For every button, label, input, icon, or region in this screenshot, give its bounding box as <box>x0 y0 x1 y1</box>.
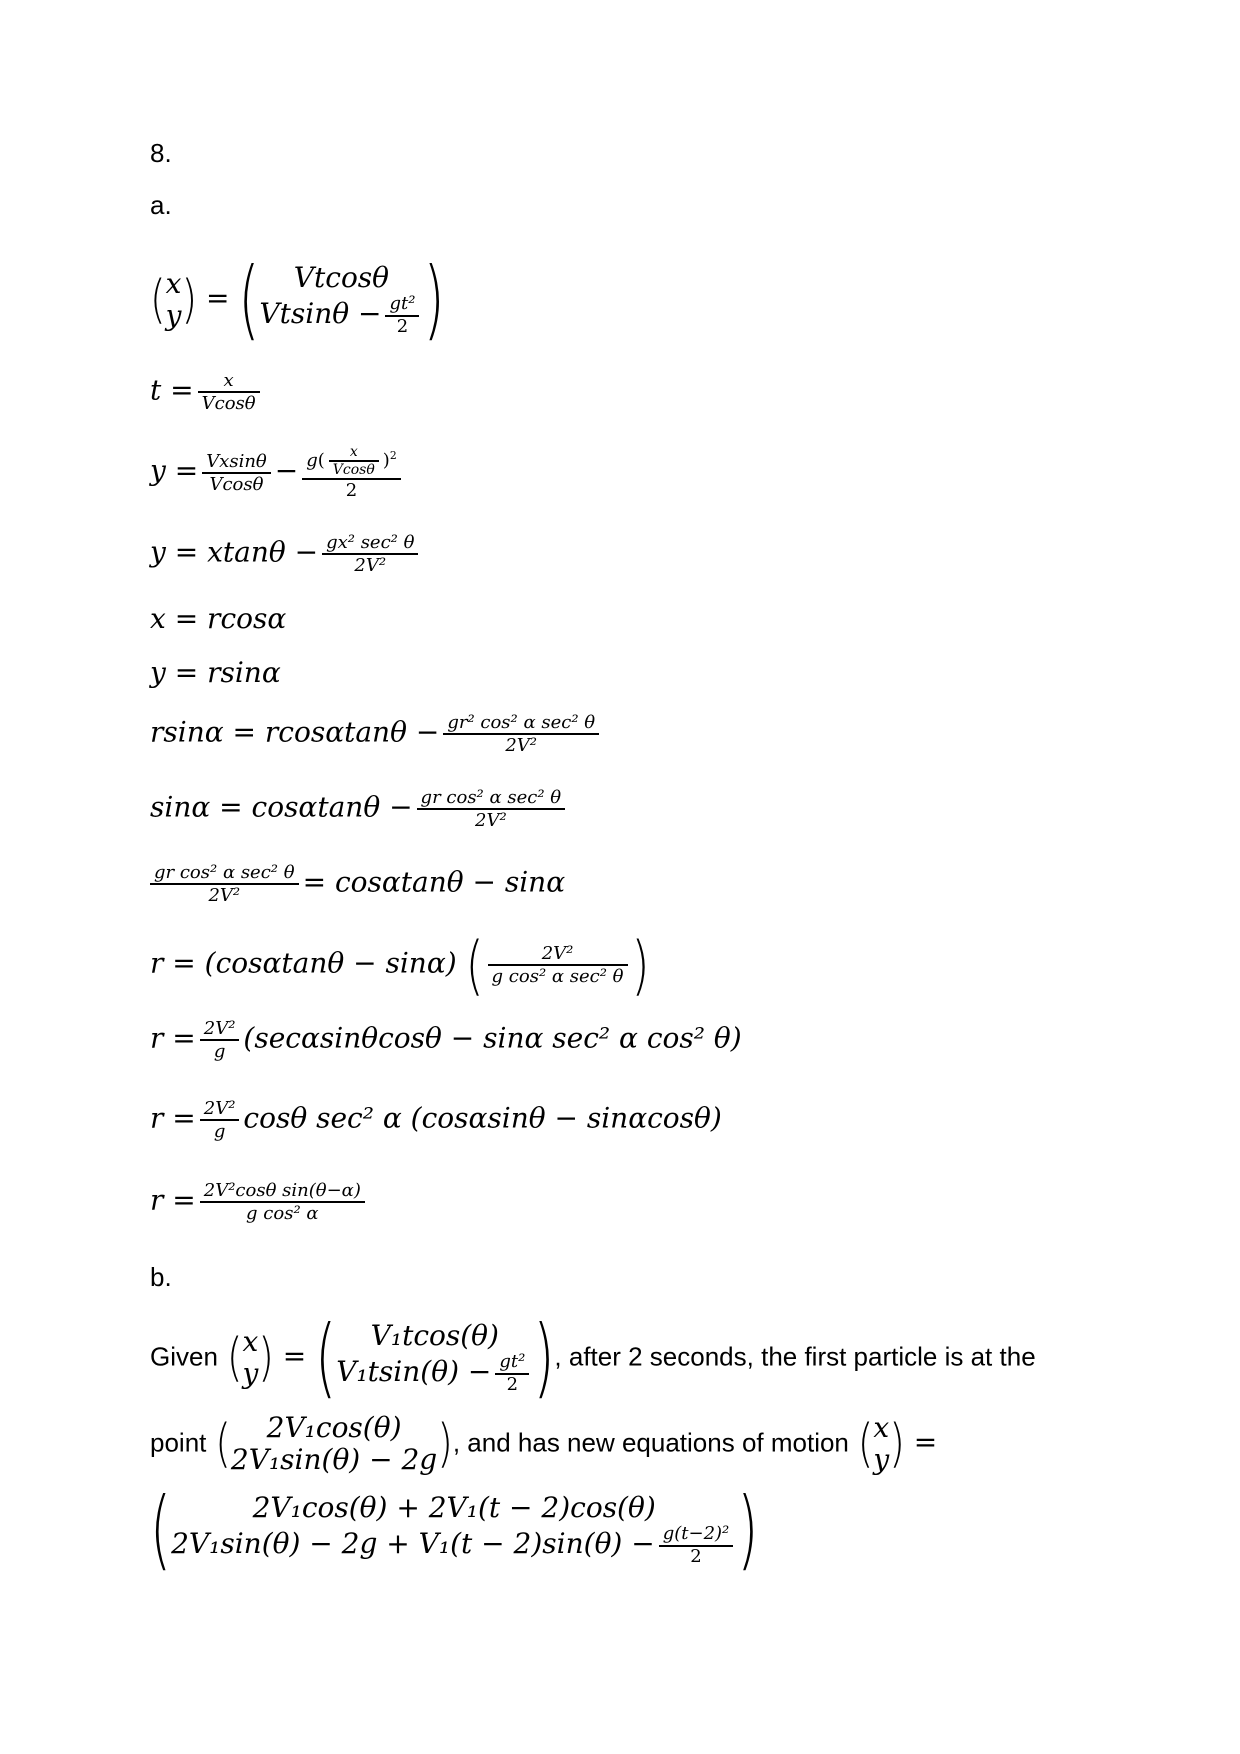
equation-r-expanded: r = $\frac{\text{2V²}}{g}$ (secαsinθcosθ − sinα sec² α cos² θ) <box>150 1018 742 1062</box>
given-equations: Given ( x y ) = ( V₁tcos(θ) V₁tsin(θ) − $\frac{\text{gt²}}{2}$ ), after 2 seconds, the first particle is at the <box>150 1307 1036 1409</box>
equation-divided-by-r: sinα = cosαtanθ − $\frac{\text{gr cos² α sec² θ}}{\text{2V²}}$ <box>150 787 569 831</box>
equation-polar-substituted: rsinα = rcosαtanθ − $\frac{\text{gr² cos² α sec² θ}}{\text{2V²}}$ <box>150 712 603 756</box>
part-a-label: a. <box>150 190 172 220</box>
equation-rearranged: $\frac{\text{gr cos² α sec² θ}}{\text{2V²}}$ = cosαtanθ − sinα <box>150 862 565 906</box>
equation-trajectory: y = xtanθ − $\frac{\text{gx² sec² θ}}{\text{2V²}}$ <box>150 532 422 576</box>
equation-t: t = $\frac{x}{Vcos\theta}$ <box>150 370 264 414</box>
equation-position-vector: ( x y ) = ( Vtcosθ Vtsinθ − $\frac{\text{gt²}}{2}$ ) <box>150 249 445 351</box>
equation-r-product: r = (cosαtanθ − sinα) ( $\frac{\text{2V²}}{\text{g cos² α sec² θ}}$ ) <box>150 927 650 1003</box>
point-after-two-seconds: point ( 2V₁cos(θ) 2V₁sin(θ) − 2g ), and has new equations of motion ( x y ) = <box>150 1411 938 1477</box>
equation-r-factored: r = $\frac{\text{2V²}}{g}$ cosθ sec² α (cosαsinθ − sinαcosθ) <box>150 1098 722 1142</box>
equation-y-substituted: y = $\frac{Vxsin\theta}{Vcos\theta}$ − g( $\frac{x}{Vcos\theta}$ )$^2$ 2 <box>150 444 405 501</box>
new-equations-of-motion: ( 2V₁cos(θ) + 2V₁(t − 2)cos(θ) 2V₁sin(θ) − 2g + V₁(t − 2)sin(θ) − $\frac{\text{g(t−2)²}}{2}$ ) <box>150 1479 759 1581</box>
part-b-label: b. <box>150 1262 172 1292</box>
equation-y-polar: y = rsinα <box>150 656 281 689</box>
equation-x-polar: x = rcosα <box>150 602 287 635</box>
question-number: 8. <box>150 138 172 168</box>
equation-r-final: r = $\frac{\text{2V²cosθ sin(θ−α)}}{\text{g cos² α}}$ <box>150 1180 369 1224</box>
